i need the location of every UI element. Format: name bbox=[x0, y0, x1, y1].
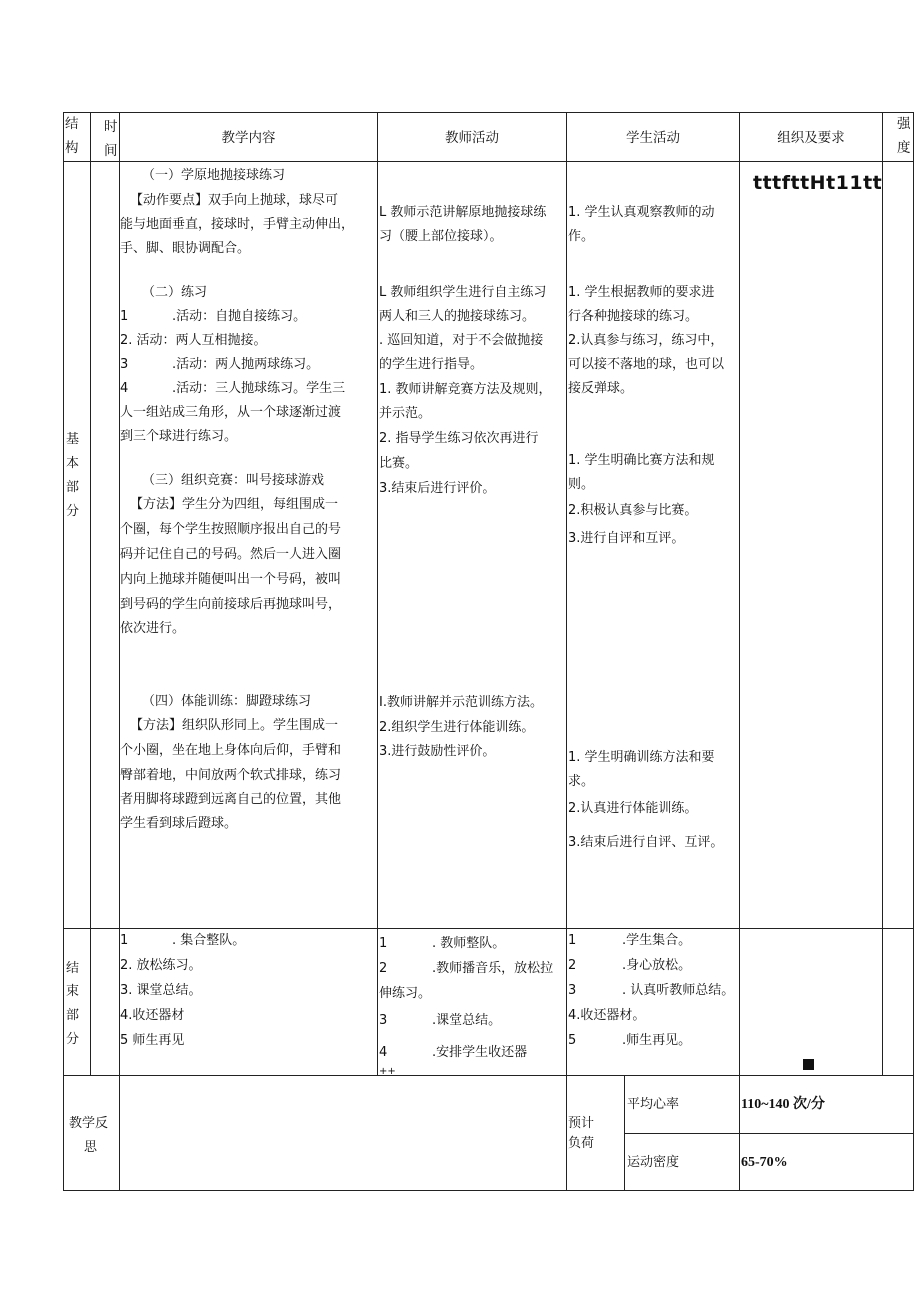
teacher-line: 2. 指导学生练习依次再进行 bbox=[379, 431, 539, 446]
content-line: 依次进行。 bbox=[120, 621, 186, 636]
student-line: 行各种抛接球的练习。 bbox=[568, 309, 699, 324]
content-line: 4 bbox=[120, 381, 129, 396]
student-line: 接反弹球。 bbox=[568, 381, 634, 396]
header-time-1: 时 bbox=[104, 119, 118, 135]
closing-content-line: 3. 课堂总结。 bbox=[120, 983, 202, 998]
header-structure-1: 结 bbox=[65, 116, 79, 132]
table-bottom-border bbox=[63, 1190, 914, 1191]
content-line: （三）组织竞赛：叫号接球游戏 bbox=[142, 473, 325, 488]
heart-rate-label: 平均心率 bbox=[627, 1097, 680, 1112]
closing-teacher-line: 3 bbox=[379, 1013, 388, 1028]
basic-section-label-2: 本 bbox=[66, 456, 80, 471]
teacher-line: 习（腰上部位接球）。 bbox=[379, 229, 503, 244]
teacher-line: . 巡回知道，对于不会做抛接 bbox=[379, 333, 544, 348]
col-divider-content bbox=[377, 112, 378, 1075]
content-line: 2. 活动：两人互相抛接。 bbox=[120, 333, 267, 348]
content-line: .活动：两人抛两球练习。 bbox=[172, 357, 320, 372]
closing-teacher-line: .安排学生收还器 bbox=[432, 1045, 528, 1060]
content-line: 学生看到球后蹬球。 bbox=[120, 816, 238, 831]
student-line: 作。 bbox=[568, 229, 595, 244]
basic-section-label-4: 分 bbox=[66, 504, 80, 519]
header-structure-2: 构 bbox=[65, 140, 79, 156]
content-line: 个圈，每个学生按照顺序报出自己的号 bbox=[120, 522, 342, 537]
content-line: 能与地面垂直，接球时，手臂主动伸出， bbox=[120, 217, 355, 232]
content-line: （四）体能训练：脚蹬球练习 bbox=[142, 694, 312, 709]
col-divider-structure bbox=[90, 112, 91, 1075]
closing-student-line: . 认真听教师总结。 bbox=[622, 983, 735, 998]
teacher-line: 的学生进行指导。 bbox=[379, 357, 484, 372]
closing-student-line: .身心放松。 bbox=[622, 958, 692, 973]
content-line: （二）练习 bbox=[142, 285, 208, 300]
reflection-label-2: 思 bbox=[84, 1140, 98, 1155]
closing-teacher-line: 2 bbox=[379, 961, 388, 976]
col-divider-teacher bbox=[566, 112, 567, 1191]
closing-teacher-line: .课堂总结。 bbox=[432, 1013, 502, 1028]
student-line: 3.结束后进行自评、互评。 bbox=[568, 835, 724, 850]
content-line: 【方法】组织队形同上。学生围成一 bbox=[130, 718, 339, 733]
closing-section-label-1: 结 bbox=[66, 961, 80, 976]
closing-student-line: 1 bbox=[568, 933, 577, 948]
content-line: 码并记住自己的号码。然后一人进入圈 bbox=[120, 547, 342, 562]
closing-section-label-3: 部 bbox=[66, 1008, 80, 1023]
closing-bottom-border bbox=[63, 1075, 914, 1076]
basic-section-label-3: 部 bbox=[66, 480, 80, 495]
closing-teacher-line: 伸练习。 bbox=[379, 986, 432, 1001]
content-line: 【方法】学生分为四组，每组围成一 bbox=[130, 497, 339, 512]
teacher-line: L 教师示范讲解原地抛接球练 bbox=[379, 205, 547, 220]
closing-student-line: 4.收还器材。 bbox=[568, 1008, 646, 1023]
footer-mid-border bbox=[624, 1133, 914, 1134]
closing-content-line: 5 师生再见 bbox=[120, 1033, 185, 1048]
teacher-line: 并示范。 bbox=[379, 406, 432, 421]
density-label: 运动密度 bbox=[627, 1155, 680, 1170]
closing-student-line: .师生再见。 bbox=[622, 1033, 692, 1048]
col-divider-footer-load bbox=[624, 1075, 625, 1190]
closing-section-label-2: 束 bbox=[66, 984, 80, 999]
reflection-label-1: 教学反 bbox=[69, 1116, 109, 1131]
closing-content-line: 4.收还器材 bbox=[120, 1008, 185, 1023]
teacher-line: 3.结束后进行评价。 bbox=[379, 481, 496, 496]
teacher-line: 2.组织学生进行体能训练。 bbox=[379, 720, 535, 735]
teacher-line: 两人和三人的抛接球练习。 bbox=[379, 309, 536, 324]
table-right-border bbox=[913, 112, 914, 1191]
content-line: 者用脚将球蹬到远离自己的位置，其他 bbox=[120, 792, 342, 807]
teacher-line: 比赛。 bbox=[379, 456, 419, 471]
col-divider-student bbox=[739, 112, 740, 1191]
table-left-border bbox=[63, 112, 64, 1191]
header-organization: 组织及要求 bbox=[777, 130, 845, 146]
basic-bottom-border bbox=[63, 928, 914, 929]
square-marker-icon bbox=[803, 1059, 814, 1070]
content-line: 个小圈，坐在地上身体向后仰，手臂和 bbox=[120, 743, 342, 758]
student-line: 3.进行自评和互评。 bbox=[568, 531, 685, 546]
load-label-1: 预计 bbox=[568, 1116, 595, 1131]
basic-section-label-1: 基 bbox=[66, 432, 80, 447]
closing-student-line: 2 bbox=[568, 958, 577, 973]
student-line: 1. 学生明确比赛方法和规 bbox=[568, 453, 715, 468]
student-line: 2.积极认真参与比赛。 bbox=[568, 503, 698, 518]
table-top-border bbox=[63, 112, 914, 113]
student-line: 1. 学生根据教师的要求进 bbox=[568, 285, 715, 300]
content-line: 【动作要点】双手向上抛球，球尽可 bbox=[130, 193, 339, 208]
student-line: 1. 学生认真观察教师的动 bbox=[568, 205, 715, 220]
student-line: 可以接不落地的球，也可以 bbox=[568, 357, 725, 372]
teacher-line: I.教师讲解并示范训练方法。 bbox=[379, 695, 543, 710]
content-line: .活动：三人抛球练习。学生三 bbox=[172, 381, 346, 396]
student-line: 则。 bbox=[568, 477, 595, 492]
content-line: （一）学原地抛接球练习 bbox=[142, 168, 286, 183]
col-divider-organization bbox=[882, 112, 883, 1075]
closing-content-line: 1 bbox=[120, 933, 129, 948]
header-time-2: 间 bbox=[104, 143, 118, 159]
closing-teacher-line: .教师播音乐，放松拉 bbox=[432, 961, 554, 976]
closing-content-line: . 集合整队。 bbox=[172, 933, 246, 948]
content-line: 1 bbox=[120, 309, 129, 324]
header-intensity-2: 度 bbox=[897, 140, 911, 156]
heart-rate-value: 110~140 次/分 bbox=[741, 1097, 825, 1112]
closing-student-line: 5 bbox=[568, 1033, 577, 1048]
closing-section-label-4: 分 bbox=[66, 1032, 80, 1047]
content-line: 臀部着地，中间放两个软式排球，练习 bbox=[120, 768, 342, 783]
content-line: 人一组站成三角形，从一个球逐渐过渡 bbox=[120, 405, 342, 420]
content-line: 手、脚、眼协调配合。 bbox=[120, 241, 251, 256]
closing-teacher-line: . 教师整队。 bbox=[432, 936, 506, 951]
teacher-line: 1. 教师讲解竞赛方法及规则， bbox=[379, 382, 552, 397]
header-intensity-1: 强 bbox=[897, 116, 911, 132]
student-line: 2.认真参与练习，练习中， bbox=[568, 333, 724, 348]
header-student: 学生活动 bbox=[626, 130, 680, 146]
closing-teacher-line: 1 bbox=[379, 936, 388, 951]
closing-teacher-line: ++ bbox=[379, 1066, 396, 1077]
teacher-line: 3.进行鼓励性评价。 bbox=[379, 744, 496, 759]
closing-content-line: 2. 放松练习。 bbox=[120, 958, 202, 973]
closing-student-line: 3 bbox=[568, 983, 577, 998]
teacher-line: L 教师组织学生进行自主练习 bbox=[379, 285, 547, 300]
load-label-2: 负荷 bbox=[568, 1136, 595, 1151]
student-line: 1. 学生明确训练方法和要 bbox=[568, 750, 715, 765]
content-line: .活动：自抛自接练习。 bbox=[172, 309, 307, 324]
student-line: 求。 bbox=[568, 774, 595, 789]
header-content: 教学内容 bbox=[221, 130, 276, 146]
organization-diagram-text: tttfttHt11tt bbox=[753, 172, 883, 194]
content-line: 到号码的学生向前接球后再抛球叫号， bbox=[120, 597, 342, 612]
density-value: 65-70% bbox=[741, 1155, 788, 1170]
col-divider-footer-label bbox=[119, 1075, 120, 1190]
student-line: 2.认真进行体能训练。 bbox=[568, 801, 698, 816]
header-bottom-border bbox=[63, 161, 914, 162]
content-line: 内向上抛球并随便叫出一个号码，被叫 bbox=[120, 572, 342, 587]
closing-teacher-line: 4 bbox=[379, 1045, 388, 1060]
content-line: 到三个球进行练习。 bbox=[120, 429, 238, 444]
content-line: 3 bbox=[120, 357, 129, 372]
closing-student-line: .学生集合。 bbox=[622, 933, 692, 948]
header-teacher: 教师活动 bbox=[445, 130, 499, 146]
